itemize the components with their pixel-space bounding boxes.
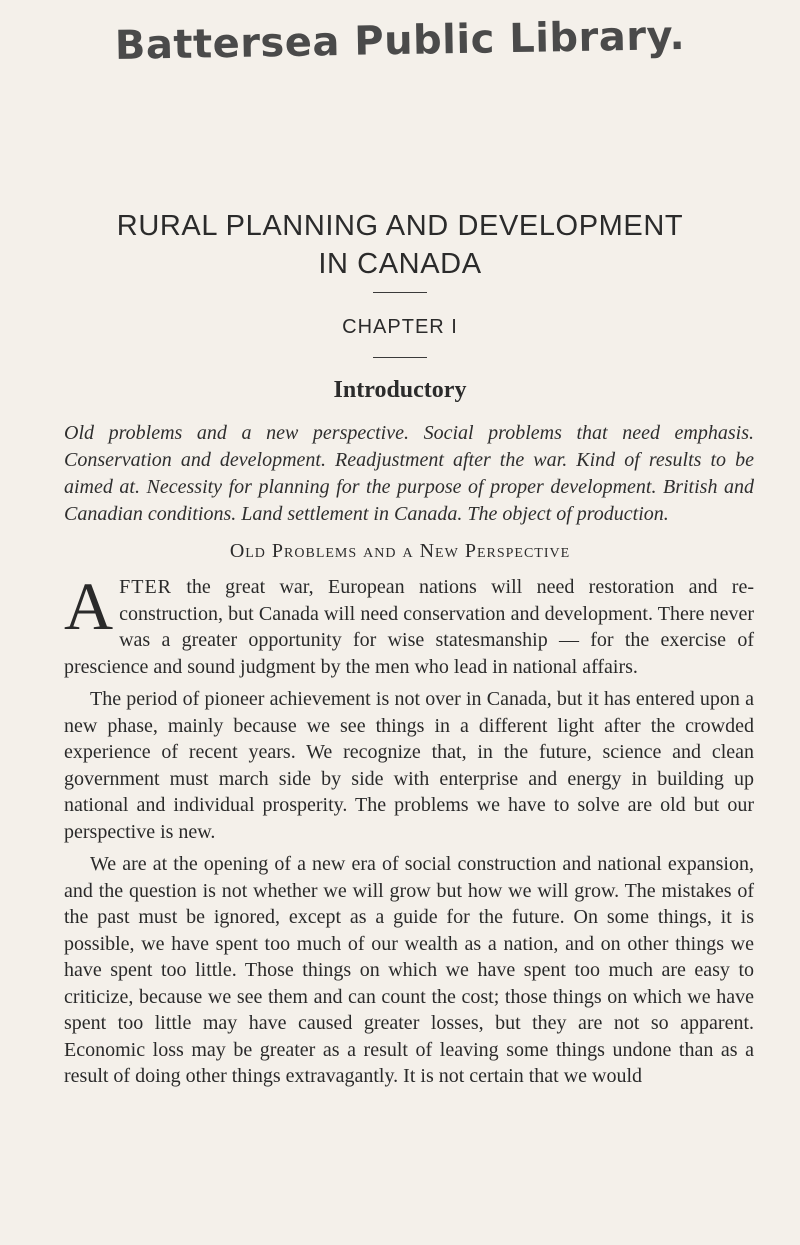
divider-rule (373, 357, 427, 358)
drop-cap: A (64, 568, 114, 644)
chapter-summary: Old problems and a new perspective. Social problems that need emphasis. Conservation and development. Readjustment after the war. Kind of results to be aimed at. Necessity for planning for the purpose of proper development. British and Canadian conditions. Land settlement in Canada. The object of production. (64, 422, 754, 525)
first-word: FTER (119, 576, 173, 598)
paragraph-text: the great war, European nations will need restoration and re-construction, but Canada will need conservation and development. There never was a greater opportunity for wise statesmanship — for the exercise of prescience and sound judgment by the men who lead in national affairs. (64, 576, 754, 678)
title-line-1: RURAL PLANNING AND DEVELOPMENT (116, 210, 684, 242)
section-title: Introductory (333, 377, 467, 403)
section-subheading: Old Problems and a New Perspective (229, 540, 571, 562)
paragraph (64, 568, 754, 680)
library-stamp: Battersea Public Library. (114, 13, 686, 69)
paragraph: We are at the opening of a new era of social construction and national expansion, and the question is not whether we will grow but how we will grow. The mistakes of the past must be ignored, except as a guide for the future. On some things, it is possible, we have spent too much of our wealth as a nation, and on other things we have spent too little. Those things on which we have spent too much are easy to criticize, because we see them and can count the cost; those things on which we have spent too little may have caused greater losses, but they are not so apparent. Economic loss may be greater as a result of leaving some things undone than as a result of doing other things extravagantly. It is not certain that we would (64, 853, 754, 1087)
chapter-heading: CHAPTER I (342, 316, 458, 338)
title-line-2: IN CANADA (318, 248, 482, 280)
book-title (0, 207, 800, 283)
body-text (64, 568, 754, 1096)
divider-rule (373, 292, 427, 293)
paragraph: The period of pioneer achievement is not over in Canada, but it has entered upon a new phase, mainly because we see things in a different light after the crowded experience of recent years. We recognize that, in the future, science and clean government must march side by side with enterprise and energy in building up national and individual prosperity. The problems we have to solve are old but our perspective is new. (64, 688, 754, 843)
